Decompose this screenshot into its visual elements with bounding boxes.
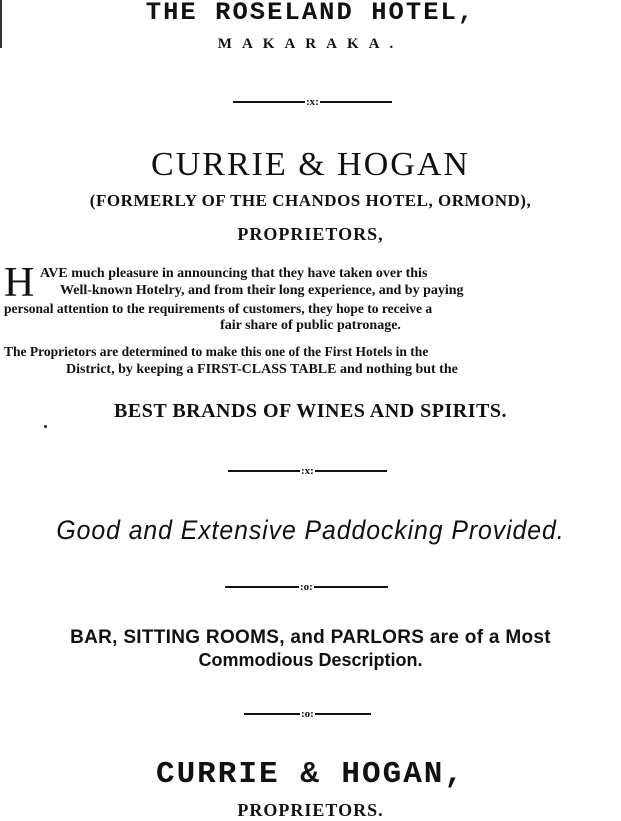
footer-names: CURRIE & HOGAN, xyxy=(155,757,466,792)
announcement-line-2: Well-known Hotelry, and from their long experience, and by paying xyxy=(60,283,464,298)
determination-line-1: The Proprietors are determined to make this one of the First Hotels in the xyxy=(4,344,429,359)
drop-cap: H xyxy=(4,260,35,306)
brands-line: BEST BRANDS OF WINES AND SPIRITS. xyxy=(114,400,507,422)
formerly-line: (FORMERLY OF THE CHANDOS HOTEL, ORMOND), xyxy=(89,191,532,210)
announcement-line-1: AVE much pleasure in announcing that they have taken over this xyxy=(40,266,428,281)
proprietors-title: PROPRIETORS, xyxy=(237,224,384,244)
divider-mark: :x: xyxy=(301,465,314,477)
proprietors-names: CURRIE & HOGAN xyxy=(151,146,470,183)
divider-3 xyxy=(225,581,388,593)
announcement-line-4: fair share of public patronage. xyxy=(220,318,401,333)
footer-title: PROPRIETORS. xyxy=(237,800,384,820)
paddocking-line: Good and Extensive Paddocking Provided. xyxy=(56,515,565,545)
hotel-title: THE ROSELAND HOTEL, xyxy=(145,0,476,27)
divider-1 xyxy=(233,96,392,108)
divider-2 xyxy=(228,465,387,477)
determination-line-2: District, by keeping a FIRST-CLASS TABLE and nothing but the xyxy=(66,362,458,377)
announcement-line-3: personal attention to the requirements of customers, they hope to receive a xyxy=(4,301,433,316)
rooms-line-2: Commodious Description. xyxy=(198,650,423,670)
divider-mark: :o: xyxy=(301,708,314,720)
divider-4 xyxy=(244,708,371,720)
rooms-line-1: BAR, SITTING ROOMS, and PARLORS are of a Most xyxy=(70,627,551,648)
divider-mark: :o: xyxy=(300,581,313,593)
location: MAKARAKA. xyxy=(217,36,404,52)
divider-mark: :x: xyxy=(306,96,319,108)
print-speck xyxy=(44,425,47,428)
